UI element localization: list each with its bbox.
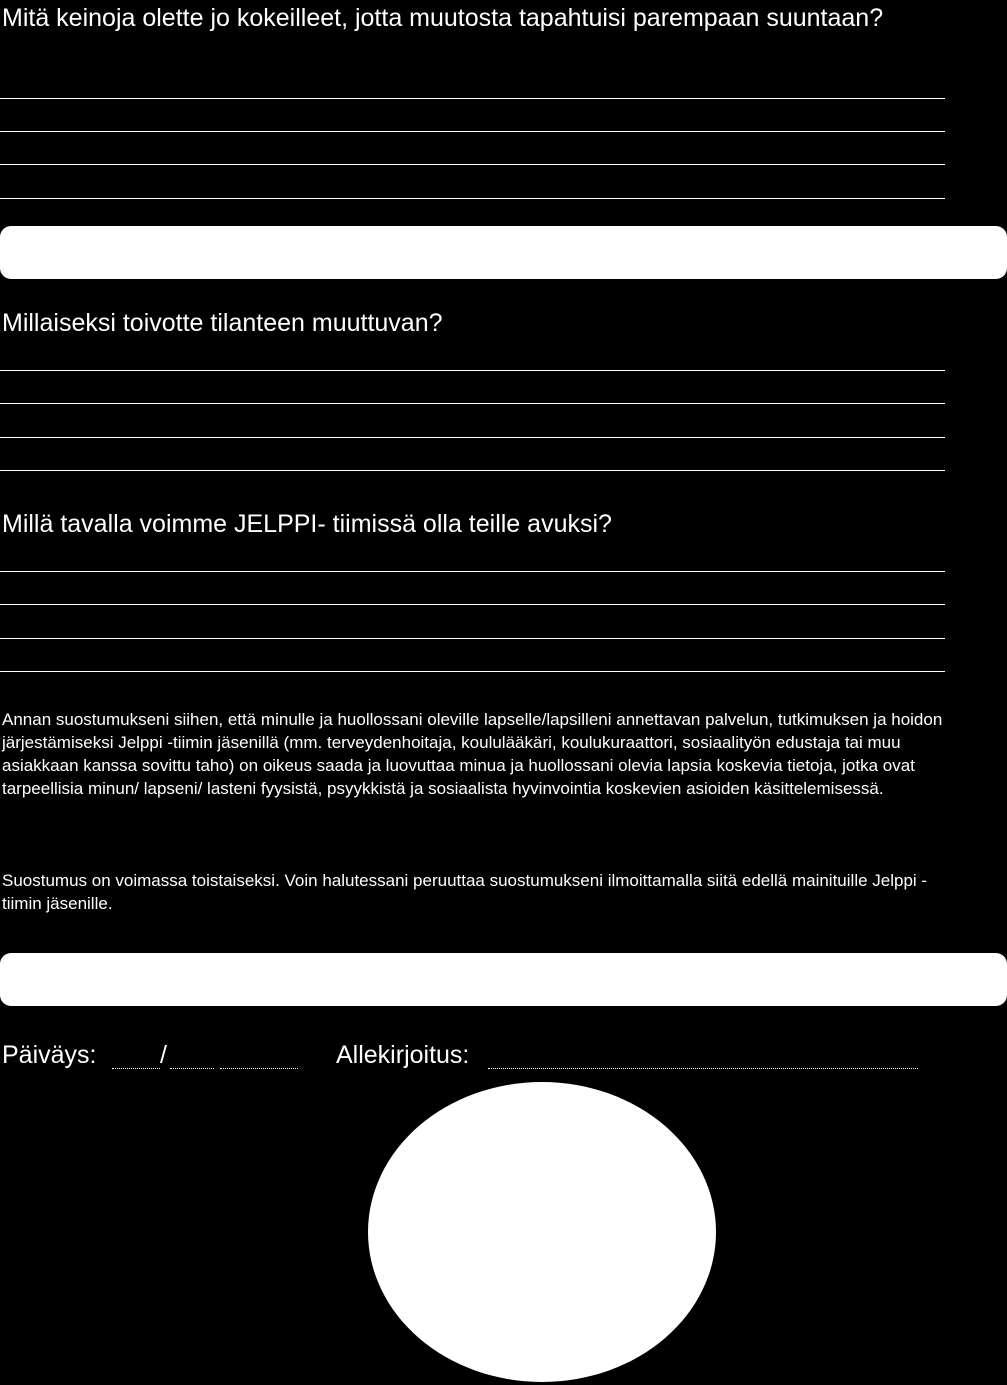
question-3: Millä tavalla voimme JELPPI- tiimissä olla teille avuksi? xyxy=(2,510,612,538)
answer-line-q3-4[interactable] xyxy=(0,671,945,672)
answer-line-q3-2[interactable] xyxy=(0,604,945,605)
answer-line-q1-2[interactable] xyxy=(0,131,945,132)
date-month-field[interactable] xyxy=(170,1068,214,1069)
answer-line-q2-4[interactable] xyxy=(0,470,945,471)
answer-line-q3-3[interactable] xyxy=(0,638,945,639)
question-1: Mitä keinoja olette jo kokeilleet, jotta muutosta tapahtuisi parempaan suuntaan? xyxy=(2,4,884,32)
answer-line-q2-2[interactable] xyxy=(0,403,945,404)
answer-line-q1-3[interactable] xyxy=(0,164,945,165)
date-label: Päiväys: xyxy=(2,1041,97,1069)
signature-label: Allekirjoitus: xyxy=(336,1041,470,1069)
signature-field[interactable] xyxy=(488,1068,918,1069)
consent-validity-paragraph: Suostumus on voimassa toistaiseksi. Voin halutessani peruuttaa suostumukseni ilmoittamalla siitä edellä mainituille Jelppi -tiimin jäsenille. xyxy=(2,871,928,913)
answer-line-q3-1[interactable] xyxy=(0,571,945,572)
date-year-field[interactable] xyxy=(220,1068,298,1069)
question-2: Millaiseksi toivotte tilanteen muuttuvan? xyxy=(2,309,443,337)
answer-line-q2-3[interactable] xyxy=(0,437,945,438)
oval-seal-shape xyxy=(368,1082,716,1382)
date-day-field[interactable] xyxy=(112,1068,160,1069)
section-divider-1 xyxy=(0,226,1007,279)
consent-paragraph: Annan suostumukseni siihen, että minulle ja huollossani oleville lapselle/lapsilleni annettavan palvelun, tutkimuksen ja hoidon järjestämiseksi Jelppi -tiimin jäsenillä (mm. terveydenhoitaja, koululääkäri, koulukuraattori, sosiaalityön edustaja tai muu asiakkaan kanssa sovittu taho) on oikeus saada ja luovuttaa minua ja huollossani olevia lapsia koskevia tietoja, jotka ovat tarpeellisia minun/ lapseni/ lasteni fyysistä, psyykkistä ja sosiaalista hyvinvointia koskevien asioiden käsittelemisessä. xyxy=(2,710,943,798)
answer-line-q2-1[interactable] xyxy=(0,370,945,371)
date-separator: / xyxy=(160,1041,167,1069)
answer-line-q1-1[interactable] xyxy=(0,98,945,99)
answer-line-q1-4[interactable] xyxy=(0,198,945,199)
section-divider-2 xyxy=(0,953,1007,1006)
signature-row xyxy=(2,1038,962,1072)
